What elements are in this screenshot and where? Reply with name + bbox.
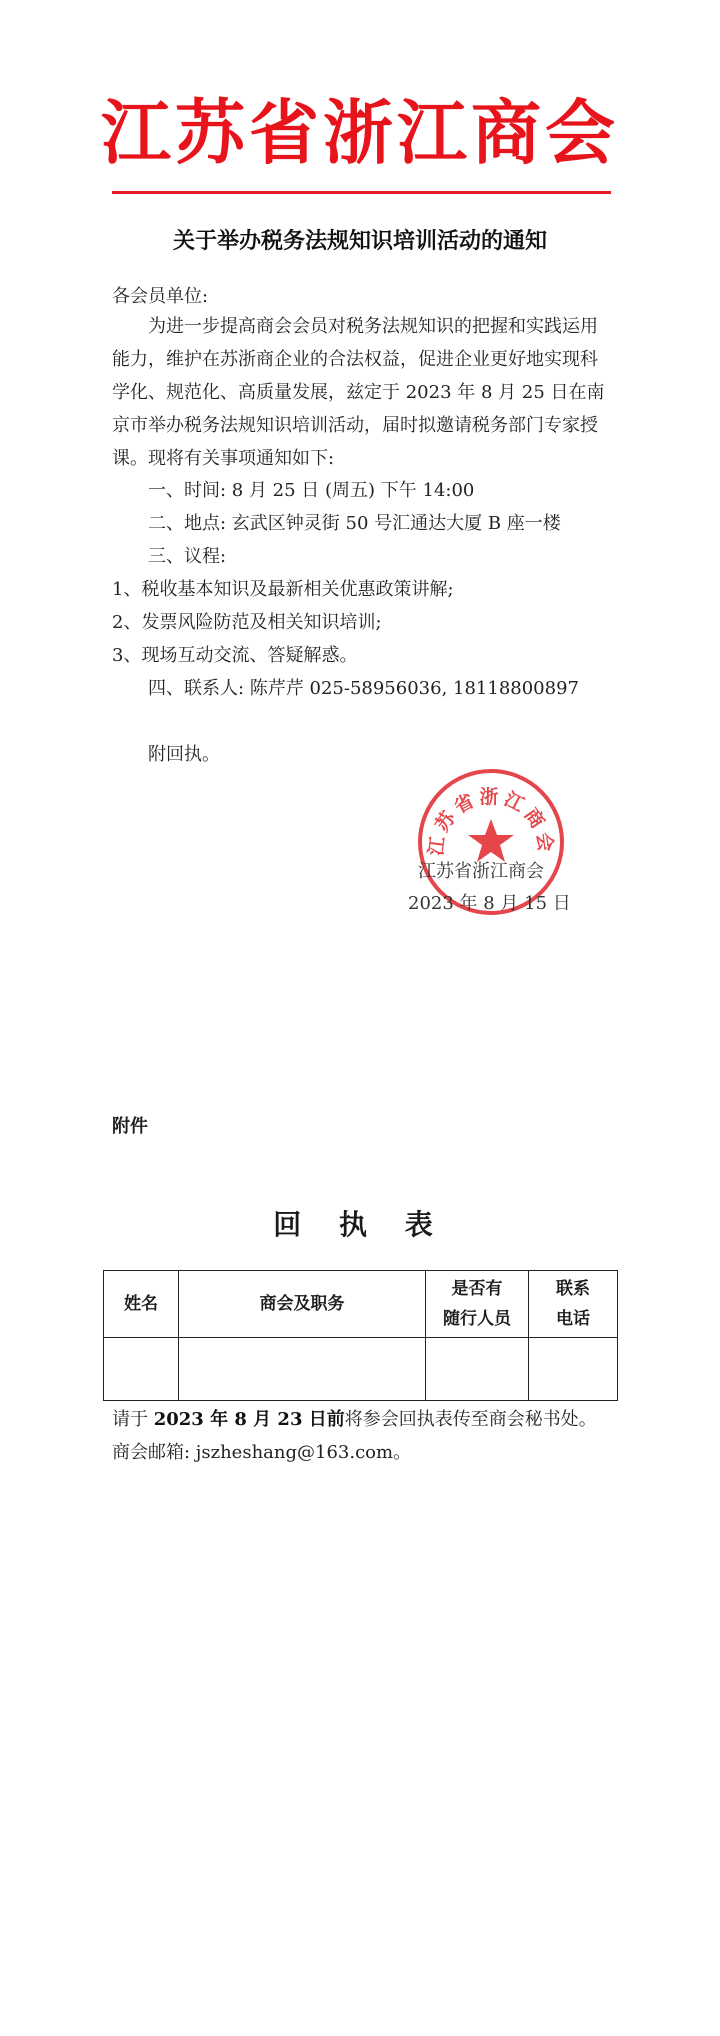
receipt-title: 回 执 表 — [273, 1208, 447, 1241]
signature-org: 江苏省浙江商会 — [418, 861, 544, 882]
agenda-heading: 三、议程: — [148, 546, 227, 567]
table-cell[interactable] — [426, 1338, 529, 1401]
table-row — [104, 1338, 618, 1401]
contact-info: 四、联系人: 陈芹芹 025-58956036, 18118800897 — [148, 678, 579, 699]
signature-date: 2023 年 8 月 15 日 — [408, 893, 571, 914]
table-header: 是否有 随行人员 — [426, 1271, 529, 1338]
svg-text:江苏省浙江商会: 江苏省浙江商会 — [425, 786, 557, 857]
agenda-item: 2、发票风险防范及相关知识培训; — [112, 612, 382, 633]
receipt-table — [103, 1270, 618, 1401]
attachment-note: 附回执。 — [148, 744, 220, 765]
table-header: 商会及职务 — [179, 1271, 426, 1338]
notice-title: 关于举办税务法规知识培训活动的通知 — [172, 228, 547, 254]
deadline-date: 2023 年 8 月 23 日前 — [153, 1409, 345, 1430]
event-time: 一、时间: 8 月 25 日 (周五) 下午 14:00 — [148, 480, 475, 501]
event-location: 二、地点: 玄武区钟灵街 50 号汇通达大厦 B 座一楼 — [148, 513, 561, 534]
attachment-label: 附件 — [112, 1116, 148, 1137]
table-cell[interactable] — [529, 1338, 618, 1401]
table-cell[interactable] — [179, 1338, 426, 1401]
table-header: 姓名 — [104, 1271, 179, 1338]
table-cell[interactable] — [104, 1338, 179, 1401]
deadline-suffix: 将参会回执表传至商会秘书处。 — [344, 1409, 597, 1430]
agenda-item: 3、现场互动交流、答疑解惑。 — [112, 645, 358, 666]
agenda-item: 1、税收基本知识及最新相关优惠政策讲解; — [112, 579, 454, 600]
deadline-prefix: 请于 — [112, 1409, 154, 1430]
salutation: 各会员单位: — [112, 286, 209, 307]
header-red-rule — [112, 191, 611, 194]
table-header: 联系 电话 — [529, 1271, 618, 1338]
deadline-note — [112, 1405, 597, 1431]
email-line: 商会邮箱: jszheshang@163.com。 — [112, 1442, 412, 1463]
org-title: 江苏省浙江商会 — [101, 91, 619, 174]
intro-paragraph: 为进一步提高商会会员对税务法规知识的把握和实践运用能力，维护在苏浙商企业的合法权益，促进企业更好地实现科学化、规范化、高质量发展，兹定于 2023 年 8 月 25 日在南京市举办税务法规知识培训活动，届时拟邀请税务部门专家授课。现将有关事项通知如下: — [112, 316, 605, 469]
